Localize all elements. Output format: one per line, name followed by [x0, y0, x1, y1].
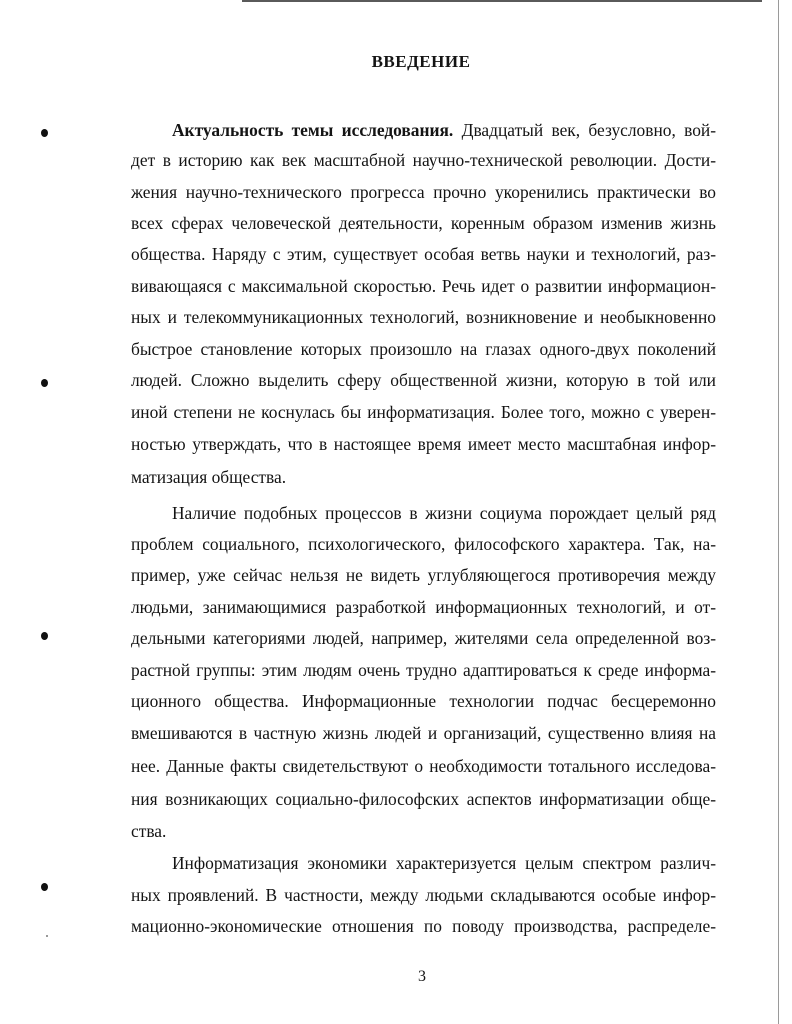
text-line: матизация общества. — [131, 467, 287, 487]
text-line: Наличие подобных процессов в жизни социума порождает целый ряд — [172, 503, 716, 523]
margin-speck — [46, 935, 48, 937]
line-text: Двадцатый век, безусловно, вой- — [453, 120, 716, 140]
text-line: нее. Данные факты свидетельствуют о необходимости тотального исследова- — [131, 756, 716, 776]
text-line: людьми, занимающимися разработкой информационных технологий, и от- — [131, 597, 716, 617]
text-line: дельными категориями людей, например, жителями села определенной воз- — [131, 628, 716, 648]
text-line: быстрое становление которых произошло на глазах одного-двух поколений — [131, 339, 716, 359]
text-line: ных проявлений. В частности, между людьми складываются особые инфор- — [131, 885, 716, 905]
text-line: вмешиваются в частную жизнь людей и организаций, существенно влияя на — [131, 723, 716, 743]
text-line — [172, 118, 716, 142]
text-line: людей. Сложно выделить сферу общественной жизни, которую в той или — [131, 370, 716, 390]
top-border-line — [242, 0, 762, 2]
text-line: дет в историю как век масштабной научно-технической революции. Дости- — [131, 150, 716, 170]
text-line: жения научно-технического прогресса прочно укоренились практически во — [131, 182, 716, 202]
text-line: иной степени не коснулась бы информатизация. Более того, можно с уверен- — [131, 402, 716, 422]
text-line: Информатизация экономики характеризуется целым спектром различ- — [172, 853, 716, 873]
right-border-line — [778, 0, 779, 1024]
text-line: ния возникающих социально-философских аспектов информатизации обще- — [131, 789, 716, 809]
page-number: 3 — [418, 968, 426, 985]
binding-hole-marker — [41, 129, 48, 137]
text-line: ных и телекоммуникационных технологий, возникновение и необыкновенно — [131, 307, 716, 327]
binding-hole-marker — [41, 379, 48, 387]
text-line: ностью утверждать, что в настоящее время имеет место масштабная инфор- — [131, 434, 716, 454]
binding-hole-marker — [41, 632, 48, 640]
text-line: всех сферах человеческой деятельности, коренным образом изменив жизнь — [131, 213, 716, 233]
text-line: ства. — [131, 821, 167, 841]
binding-hole-marker — [41, 883, 48, 891]
text-line: растной группы: этим людям очень трудно адаптироваться к среде информа- — [131, 660, 716, 680]
section-heading: ВВЕДЕНИЕ — [371, 52, 471, 71]
text-line: вивающаяся с максимальной скоростью. Речь идет о развитии информацион- — [131, 276, 716, 296]
text-line: ционного общества. Информационные технологии подчас бесцеремонно — [131, 691, 716, 711]
text-line: мационно-экономические отношения по поводу производства, распределе- — [131, 916, 716, 936]
bold-lead-in: Актуальность темы исследования. — [172, 120, 454, 140]
text-line: проблем социального, психологического, философского характера. Так, на- — [131, 534, 716, 554]
text-line: общества. Наряду с этим, существует особая ветвь науки и технологий, раз- — [131, 244, 716, 264]
text-line: пример, уже сейчас нельзя не видеть углубляющегося противоречия между — [131, 565, 716, 585]
